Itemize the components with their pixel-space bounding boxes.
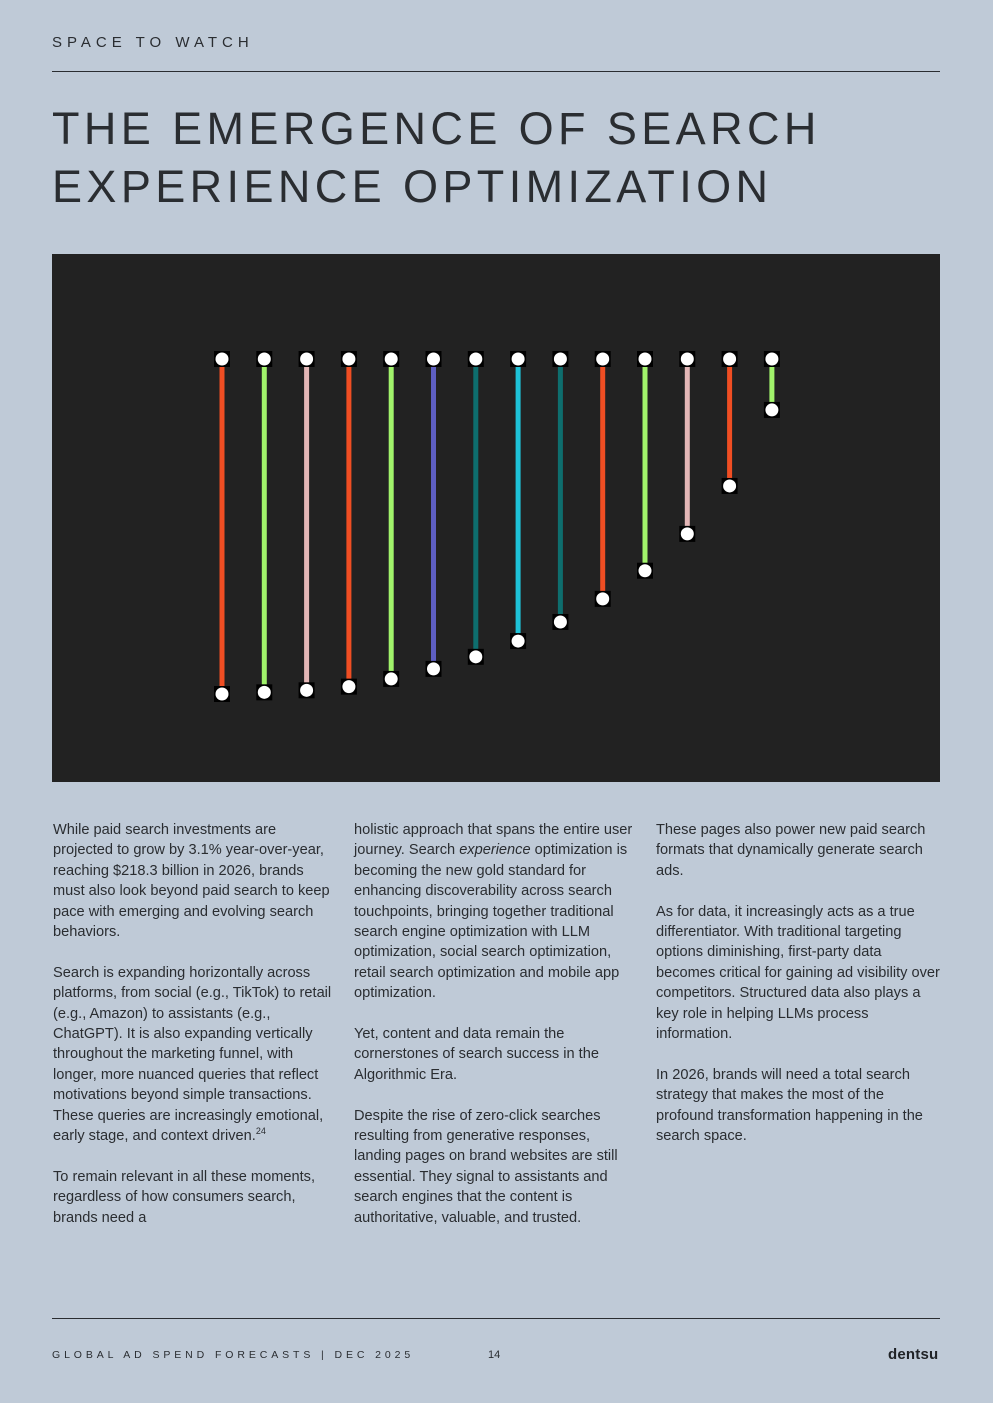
- paragraph: In 2026, brands will need a total search strategy that makes the most of the profound transformation happening in the search space.: [656, 1066, 923, 1145]
- graphic-node-bottom: [554, 615, 567, 628]
- body-column-2: [354, 820, 640, 1248]
- page-number: 14: [488, 1349, 501, 1361]
- paragraph-text: Search is expanding horizontally across platforms, from social (e.g., TikTok) to retail (e.g., Amazon) to assistants (e.g., ChatGPT). It is also expanding vertically throughout the marketing funnel, with longer, more nuanced queries that reflect motivations beyond simple transactions. These queries are increasingly emotional, early stage, and context driven.: [53, 964, 332, 1145]
- footer-publication: GLOBAL AD SPEND FORECASTS | DEC 2025: [52, 1349, 415, 1361]
- page-title-line-1: THE EMERGENCE OF SEARCH: [52, 103, 821, 154]
- paragraph: To remain relevant in all these moments, regardless of how consumers search, brands need a: [53, 1168, 315, 1226]
- graphic-node-top: [596, 353, 609, 366]
- graphic-node-bottom: [723, 479, 736, 492]
- graphic-node-top: [512, 353, 525, 366]
- graphic-node-bottom: [469, 650, 482, 663]
- paragraph-text: holistic approach that spans the entire user journey. Search: [354, 822, 633, 859]
- graphic-node-top: [385, 353, 398, 366]
- graphic-node-top: [723, 353, 736, 366]
- graphic-node-bottom: [216, 688, 229, 701]
- body-column-3: [656, 820, 942, 1167]
- graphic-node-bottom: [681, 527, 694, 540]
- graphic-node-top: [681, 353, 694, 366]
- emphasis-text: experience: [459, 842, 531, 859]
- header-divider: [52, 71, 940, 72]
- graphic-node-bottom: [596, 592, 609, 605]
- footnote-ref: 24: [255, 1126, 266, 1137]
- graphic-node-top: [554, 353, 567, 366]
- graphic-node-top: [639, 353, 652, 366]
- decorative-line-graphic: [52, 254, 940, 782]
- graphic-node-top: [469, 353, 482, 366]
- paragraph: Yet, content and data remain the cornerstones of search success in the Algorithmic Era.: [354, 1026, 599, 1083]
- paragraph: Despite the rise of zero-click searches resulting from generative responses, landing pages on brand websites are still essential. They signal to assistants and search engines that the content is authoritative, valuable, and trusted.: [354, 1107, 618, 1226]
- line-graphic-svg: [52, 254, 940, 782]
- graphic-node-bottom: [427, 662, 440, 675]
- paragraph: [53, 963, 339, 1147]
- graphic-node-bottom: [342, 680, 355, 693]
- graphic-node-bottom: [512, 635, 525, 648]
- paragraph: [354, 820, 640, 1004]
- graphic-node-bottom: [385, 672, 398, 685]
- graphic-node-top: [258, 353, 271, 366]
- graphic-node-bottom: [639, 564, 652, 577]
- section-kicker: SPACE TO WATCH: [52, 34, 254, 51]
- graphic-node-top: [300, 353, 313, 366]
- page-title-line-2: EXPERIENCE OPTIMIZATION: [52, 161, 773, 212]
- paragraph: As for data, it increasingly acts as a true differentiator. With traditional targeting options diminishing, first-party data becomes critical for gaining ad visibility over competitors. Structured data also plays a key role in helping LLMs process information.: [656, 903, 940, 1043]
- paragraph: While paid search investments are projected to grow by 3.1% year-over-year, reaching $218.3 billion in 2026, brands must also look beyond paid search to keep pace with emerging and evolving search behaviors.: [53, 822, 330, 941]
- paragraph: These pages also power new paid search formats that dynamically generate search ads.: [656, 822, 926, 879]
- paragraph-text: optimization is becoming the new gold standard for enhancing discoverability across search touchpoints, bringing together traditional search engine optimization with LLM optimization, social search optimization, retail search optimization and mobile app optimization.: [354, 842, 628, 1002]
- graphic-node-bottom: [765, 403, 778, 416]
- graphic-node-top: [765, 353, 778, 366]
- page-title: [52, 100, 952, 216]
- graphic-node-top: [216, 353, 229, 366]
- graphic-node-bottom: [258, 686, 271, 699]
- graphic-node-top: [342, 353, 355, 366]
- body-column-1: [53, 820, 339, 1248]
- footer-divider: [52, 1318, 940, 1319]
- graphic-node-bottom: [300, 684, 313, 697]
- dentsu-logo: dentsu: [888, 1346, 939, 1363]
- graphic-node-top: [427, 353, 440, 366]
